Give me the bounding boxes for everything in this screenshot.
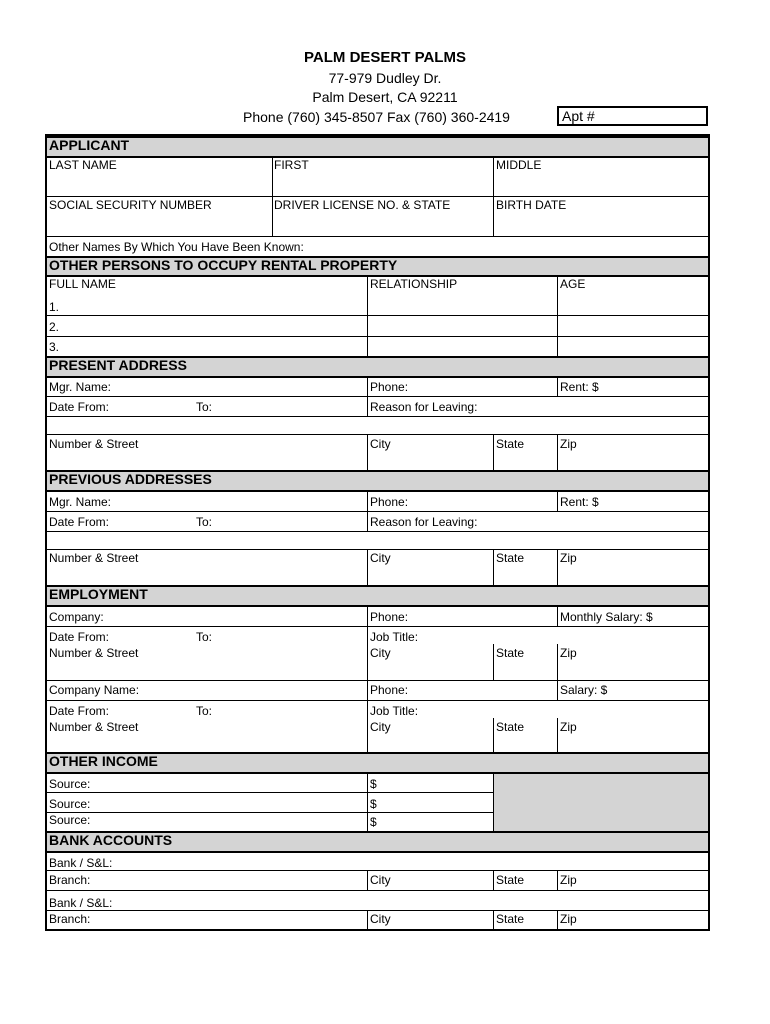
address-line-2: Palm Desert, CA 92211 (312, 89, 458, 105)
employment-job-title-label: Job Title: (370, 630, 419, 644)
previous-zip-label: Zip (560, 551, 577, 565)
section-bank-accounts: BANK ACCOUNTS (47, 831, 708, 853)
employment-job-title-2-label: Job Title: (370, 704, 419, 718)
middle-name-label: MIDDLE (496, 158, 542, 172)
last-name-label: LAST NAME (49, 158, 117, 172)
bank-1-label: Bank / S&L: (49, 856, 113, 870)
employment-monthly-salary-label: Monthly Salary: $ (560, 610, 653, 624)
present-state-label: State (496, 437, 525, 451)
employment-phone-2-label: Phone: (370, 683, 409, 697)
employment-zip-label: Zip (560, 646, 577, 660)
income-amount-1-label: $ (370, 777, 377, 791)
employment-company-label: Company: (49, 610, 104, 624)
previous-phone-label: Phone: (370, 495, 409, 509)
income-amount-3-label: $ (370, 815, 377, 829)
bank-2-city-label: City (370, 912, 391, 926)
employment-date-from-label: Date From: (49, 630, 110, 644)
form-title: PALM DESERT PALMS (304, 49, 466, 66)
previous-state-label: State (496, 551, 525, 565)
employment-city-2-label: City (370, 720, 391, 734)
bank-1-zip-label: Zip (560, 873, 577, 887)
previous-city-label: City (370, 551, 391, 565)
present-rent-label: Rent: $ (560, 380, 599, 394)
employment-street-label: Number & Street (49, 646, 139, 660)
occupant-row-3: 3. (49, 340, 60, 354)
section-present-address: PRESENT ADDRESS (47, 356, 708, 378)
full-name-label: FULL NAME (49, 277, 116, 291)
bank-2-state-label: State (496, 912, 525, 926)
income-source-3-label: Source: (49, 813, 91, 827)
income-source-1-label: Source: (49, 777, 91, 791)
section-applicant: APPLICANT (47, 136, 708, 158)
bank-2-zip-label: Zip (560, 912, 577, 926)
occupant-row-1: 1. (49, 300, 60, 314)
rental-application-form (45, 134, 710, 931)
employment-to-2-label: To: (196, 704, 213, 718)
first-name-label: FIRST (274, 158, 309, 172)
previous-to-label: To: (196, 515, 213, 529)
employment-phone-label: Phone: (370, 610, 409, 624)
present-mgr-name-label: Mgr. Name: (49, 380, 112, 394)
section-other-persons: OTHER PERSONS TO OCCUPY RENTAL PROPERTY (47, 256, 708, 277)
income-source-2-label: Source: (49, 797, 91, 811)
ssn-label: SOCIAL SECURITY NUMBER (49, 198, 212, 212)
section-previous-addresses: PREVIOUS ADDRESSES (47, 470, 708, 492)
occupant-row-2: 2. (49, 320, 60, 334)
other-names-label: Other Names By Which You Have Been Known: (49, 240, 304, 254)
branch-2-label: Branch: (49, 912, 91, 926)
age-label: AGE (560, 277, 586, 291)
income-amount-2-label: $ (370, 797, 377, 811)
apt-number-field[interactable]: Apt # (557, 106, 708, 126)
previous-reason-label: Reason for Leaving: (370, 515, 478, 529)
relationship-label: RELATIONSHIP (370, 277, 458, 291)
employment-state-label: State (496, 646, 525, 660)
driver-license-label: DRIVER LICENSE NO. & STATE (274, 198, 451, 212)
previous-mgr-name-label: Mgr. Name: (49, 495, 112, 509)
present-phone-label: Phone: (370, 380, 409, 394)
bank-2-label: Bank / S&L: (49, 896, 113, 910)
employment-to-label: To: (196, 630, 213, 644)
bank-1-state-label: State (496, 873, 525, 887)
address-line-1: 77-979 Dudley Dr. (328, 70, 442, 86)
bank-1-city-label: City (370, 873, 391, 887)
present-to-label: To: (196, 400, 213, 414)
branch-1-label: Branch: (49, 873, 91, 887)
employment-company-name-label: Company Name: (49, 683, 140, 697)
present-zip-label: Zip (560, 437, 577, 451)
employment-salary-label: Salary: $ (560, 683, 608, 697)
employment-state-2-label: State (496, 720, 525, 734)
previous-date-from-label: Date From: (49, 515, 110, 529)
employment-zip-2-label: Zip (560, 720, 577, 734)
previous-street-label: Number & Street (49, 551, 139, 565)
section-other-income: OTHER INCOME (47, 752, 708, 774)
section-employment: EMPLOYMENT (47, 585, 708, 607)
employment-date-from-2-label: Date From: (49, 704, 110, 718)
employment-street-2-label: Number & Street (49, 720, 139, 734)
phone-fax-line: Phone (760) 345-8507 Fax (760) 360-2419 (243, 109, 510, 125)
present-reason-label: Reason for Leaving: (370, 400, 478, 414)
previous-rent-label: Rent: $ (560, 495, 599, 509)
birth-date-label: BIRTH DATE (496, 198, 567, 212)
present-city-label: City (370, 437, 391, 451)
present-date-from-label: Date From: (49, 400, 110, 414)
other-income-shaded-area (494, 774, 708, 831)
employment-city-label: City (370, 646, 391, 660)
present-street-label: Number & Street (49, 437, 139, 451)
